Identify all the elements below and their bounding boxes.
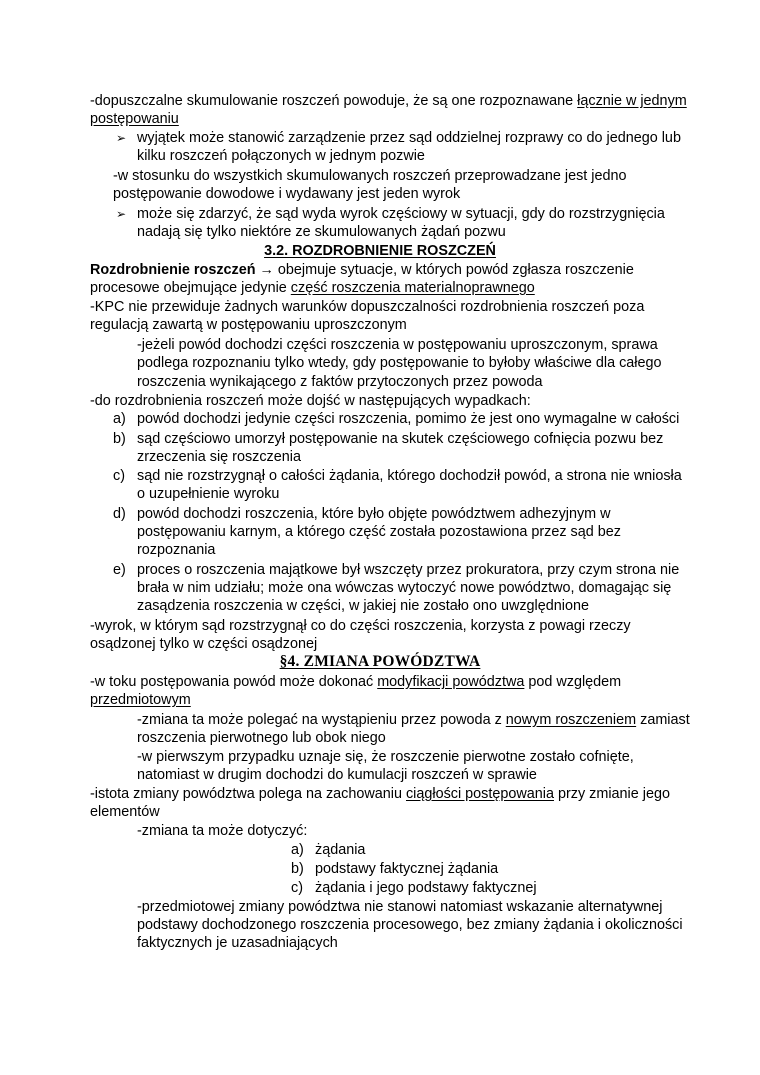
paragraph-line: -przedmiotowej zmiany powództwa nie stanowi natomiast wskazanie alternatywnej (137, 899, 663, 915)
paragraph-line: roszczenia pierwotnego lub obok niego (137, 730, 386, 746)
list-item: sąd nie rozstrzygnął o całości żądania, którego dochodził powód, a strona nie wniosła (137, 468, 682, 484)
list-item: powód dochodzi jedynie części roszczenia, pomimo że jest ono wymagalne w całości (137, 411, 680, 427)
bullet-arrow-icon: ➢ (116, 207, 127, 221)
arrow-right-icon: → (259, 262, 274, 278)
paragraph-line: -zmiana ta może dotyczyć: (137, 823, 308, 839)
paragraph-line: natomiast w drugim dochodzi do kumulacji roszczeń w sprawie (137, 767, 537, 783)
paragraph-line: -do rozdrobnienia roszczeń może dojść w następujących wypadkach: (90, 393, 531, 409)
paragraph-line (137, 711, 690, 729)
paragraph-line: może się zdarzyć, że sąd wyda wyrok częściowy w sytuacji, gdy do rozstrzygnięcia (137, 206, 665, 222)
underlined-text: postępowaniu (90, 111, 179, 127)
underlined-text: łącznie w jednym (577, 93, 687, 109)
paragraph-line: faktycznych je uzasadniających (137, 935, 338, 951)
paragraph-line: -KPC nie przewiduje żadnych warunków dopuszczalności rozdrobnienia roszczeń poza (90, 299, 645, 315)
bullet-arrow-icon: ➢ (116, 131, 127, 145)
paragraph-line: elementów (90, 804, 160, 820)
underlined-text: przedmiotowym (90, 692, 191, 708)
paragraph-line (90, 92, 687, 110)
list-item: postępowaniu karnym, a którego część została pozostawiona przez sąd bez (137, 524, 621, 540)
list-item: sąd częściowo umorzył postępowanie na skutek częściowego cofnięcia pozwu bez (137, 431, 664, 447)
list-item: proces o roszczenia majątkowe był wszczęty przez prokuratora, przy czym strona nie (137, 562, 680, 578)
paragraph-line: roszczenia wynikającego z faktów przytoczonych przez powoda (137, 374, 543, 390)
underlined-text: modyfikacji powództwa (377, 674, 525, 690)
section-heading: 3.2. ROZDROBNIENIE ROSZCZEŃ (264, 243, 496, 259)
paragraph-line (90, 785, 670, 803)
text-span: -zmiana ta może polegać na wystąpieniu przez powoda z (137, 712, 506, 728)
paragraph-line: nadają się tylko niektóre ze skumulowanych żądań pozwu (137, 224, 506, 240)
text-span: zamiast (636, 712, 690, 728)
list-item: żądania (315, 842, 366, 858)
paragraph-line: wyjątek może stanowić zarządzenie przez sąd oddzielnej rozprawy co do jednego lub (137, 130, 681, 146)
list-label: d) (113, 506, 126, 522)
underlined-text: nowym roszczeniem (505, 712, 637, 728)
paragraph-line: podlega rozpoznaniu tylko wtedy, gdy postępowanie to byłoby właściwe dla całego (137, 355, 662, 371)
list-label: a) (113, 411, 126, 427)
list-item: powód dochodzi roszczenia, które było objęte powództwem adhezyjnym w (137, 506, 611, 522)
list-item: rozpoznania (137, 542, 216, 558)
paragraph-line: osądzonej tylko w części osądzonej (90, 636, 318, 652)
underlined-text: ciągłości postępowania (405, 786, 554, 802)
text-span: -dopuszczalne skumulowanie roszczeń powoduje, że są one rozpoznawane (90, 93, 578, 109)
list-label: a) (291, 842, 304, 858)
list-item: podstawy faktycznej żądania (315, 861, 499, 877)
paragraph-line: -w pierwszym przypadku uznaje się, że roszczenie pierwotne zostało cofnięte, (137, 749, 634, 765)
list-label: e) (113, 562, 126, 578)
text-span: obejmuje sytuacje, w których powód zgłasza roszczenie (273, 262, 634, 278)
list-label: b) (113, 431, 126, 447)
paragraph-line: podstawy dochodzonego roszczenia procesowego, bez zmiany żądania i okoliczności (137, 917, 683, 933)
underlined-text: część roszczenia materialnoprawnego (290, 280, 535, 296)
list-item: zrzeczenia się roszczenia (137, 449, 301, 465)
text-span: procesowe obejmujące jedynie (90, 280, 291, 296)
list-item: żądania i jego podstawy faktycznej (315, 880, 537, 896)
paragraph-line (90, 261, 634, 279)
text-span: pod względem (524, 674, 622, 690)
list-item: o uzupełnienie wyroku (137, 486, 280, 502)
paragraph-line: postępowanie dowodowe i wydawany jest jeden wyrok (113, 186, 461, 202)
paragraph-line (90, 279, 535, 297)
defined-term: Rozdrobnienie roszczeń (90, 262, 256, 278)
text-span: przy zmianie jego (553, 786, 670, 802)
list-label: b) (291, 861, 304, 877)
list-label: c) (113, 468, 125, 484)
text-span: -istota zmiany powództwa polega na zachowaniu (90, 786, 406, 802)
list-item: brała w nim udziału; może ona wówczas wytoczyć nowe powództwo, domagając się (137, 580, 672, 596)
list-label: c) (291, 880, 303, 896)
list-item: zasądzenia roszczenia w części, w jakiej nie zostało ono uwzględnione (137, 598, 589, 614)
text-span: -w toku postępowania powód może dokonać (90, 674, 378, 690)
paragraph-line: -wyrok, w którym sąd rozstrzygnął co do części roszczenia, korzysta z powagi rzeczy (90, 618, 631, 634)
paragraph-line: -jeżeli powód dochodzi części roszczenia w postępowaniu uproszczonym, sprawa (137, 337, 658, 353)
section-heading: §4. ZMIANA POWÓDZTWA (279, 653, 481, 670)
paragraph-line: -w stosunku do wszystkich skumulowanych roszczeń przeprowadzane jest jedno (113, 168, 627, 184)
paragraph-line (90, 673, 621, 691)
paragraph-line: regulacją zawartą w postępowaniu uproszczonym (90, 317, 407, 333)
paragraph-line: kilku roszczeń połączonych w jednym pozwie (137, 148, 425, 164)
